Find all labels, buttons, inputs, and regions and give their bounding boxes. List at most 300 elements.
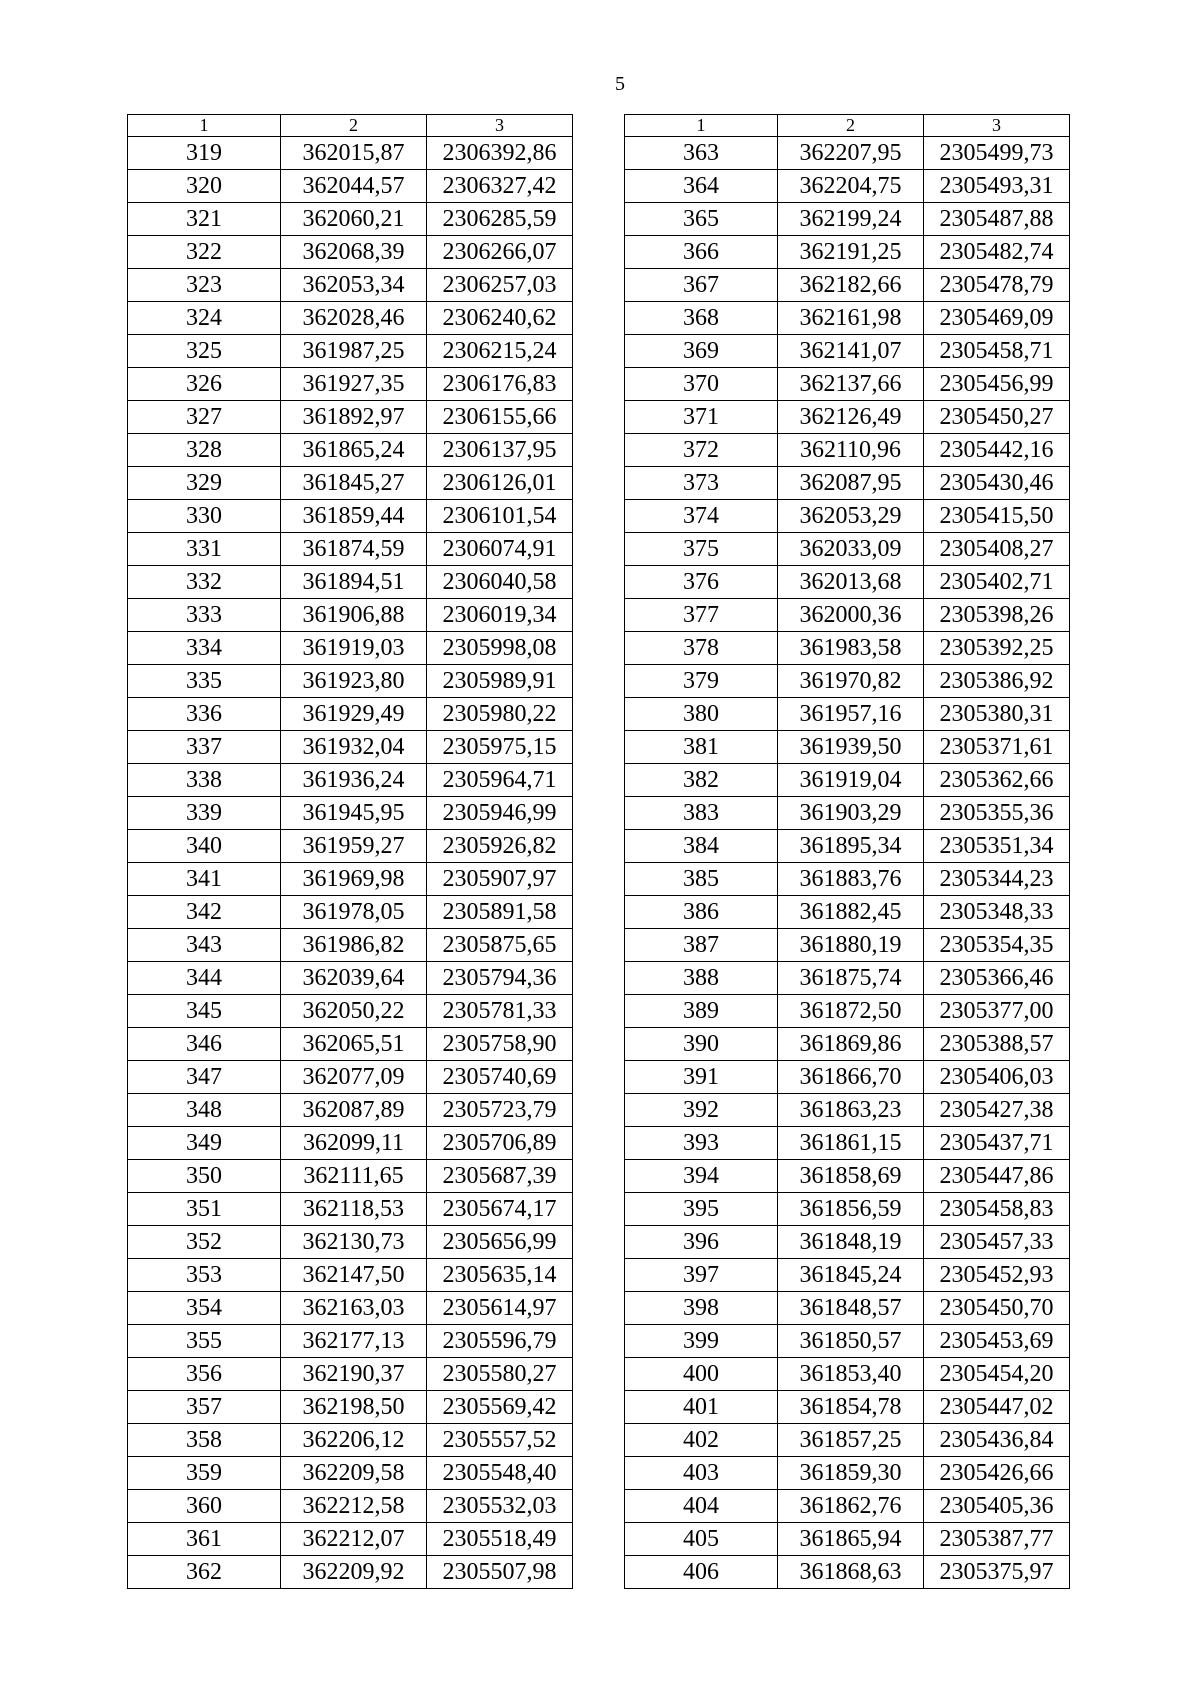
point-number-cell: 386 [625, 896, 778, 929]
x-coordinate-cell: 362111,65 [281, 1160, 427, 1193]
y-coordinate-cell: 2305377,00 [924, 995, 1070, 1028]
y-coordinate-cell: 2306040,58 [427, 566, 573, 599]
x-coordinate-cell: 361883,76 [778, 863, 924, 896]
y-coordinate-cell: 2306240,62 [427, 302, 573, 335]
point-number-cell: 372 [625, 434, 778, 467]
y-coordinate-cell: 2305596,79 [427, 1325, 573, 1358]
header-row [625, 115, 1070, 137]
y-coordinate-cell: 2305398,26 [924, 599, 1070, 632]
y-coordinate-cell: 2306074,91 [427, 533, 573, 566]
point-number-cell: 327 [128, 401, 281, 434]
x-coordinate-cell: 362191,25 [778, 236, 924, 269]
x-coordinate-cell: 362163,03 [281, 1292, 427, 1325]
x-coordinate-cell: 362044,57 [281, 170, 427, 203]
table-row [128, 896, 573, 929]
y-coordinate-cell: 2305427,38 [924, 1094, 1070, 1127]
x-coordinate-cell: 361927,35 [281, 368, 427, 401]
point-number-cell: 338 [128, 764, 281, 797]
x-coordinate-cell: 361919,03 [281, 632, 427, 665]
x-coordinate-cell: 361945,95 [281, 797, 427, 830]
x-coordinate-cell: 361863,23 [778, 1094, 924, 1127]
x-coordinate-cell: 361987,25 [281, 335, 427, 368]
table-row [128, 665, 573, 698]
table-row [625, 1325, 1070, 1358]
table-row [625, 731, 1070, 764]
table-row [128, 1127, 573, 1160]
point-number-cell: 394 [625, 1160, 778, 1193]
x-coordinate-cell: 361874,59 [281, 533, 427, 566]
table-row [625, 236, 1070, 269]
x-coordinate-cell: 361865,94 [778, 1523, 924, 1556]
table-row [625, 995, 1070, 1028]
point-number-cell: 319 [128, 137, 281, 170]
page-number: 5 [615, 73, 625, 95]
y-coordinate-cell: 2305580,27 [427, 1358, 573, 1391]
x-coordinate-cell: 361875,74 [778, 962, 924, 995]
x-coordinate-cell: 362028,46 [281, 302, 427, 335]
point-number-cell: 350 [128, 1160, 281, 1193]
y-coordinate-cell: 2305493,31 [924, 170, 1070, 203]
x-coordinate-cell: 361957,16 [778, 698, 924, 731]
x-coordinate-cell: 361868,63 [778, 1556, 924, 1589]
x-coordinate-cell: 361848,57 [778, 1292, 924, 1325]
point-number-cell: 371 [625, 401, 778, 434]
x-coordinate-cell: 362212,07 [281, 1523, 427, 1556]
x-coordinate-cell: 362206,12 [281, 1424, 427, 1457]
point-number-cell: 383 [625, 797, 778, 830]
point-number-cell: 337 [128, 731, 281, 764]
table-row [128, 302, 573, 335]
x-coordinate-cell: 361862,76 [778, 1490, 924, 1523]
point-number-cell: 348 [128, 1094, 281, 1127]
y-coordinate-cell: 2305371,61 [924, 731, 1070, 764]
table-row [128, 269, 573, 302]
x-coordinate-cell: 362077,09 [281, 1061, 427, 1094]
point-number-cell: 340 [128, 830, 281, 863]
y-coordinate-cell: 2305706,89 [427, 1127, 573, 1160]
y-coordinate-cell: 2305355,36 [924, 797, 1070, 830]
x-coordinate-cell: 362068,39 [281, 236, 427, 269]
y-coordinate-cell: 2306266,07 [427, 236, 573, 269]
point-number-cell: 326 [128, 368, 281, 401]
table-row [625, 764, 1070, 797]
table-row [625, 1028, 1070, 1061]
point-number-cell: 395 [625, 1193, 778, 1226]
point-number-cell: 324 [128, 302, 281, 335]
x-coordinate-cell: 361850,57 [778, 1325, 924, 1358]
point-number-cell: 374 [625, 500, 778, 533]
point-number-cell: 357 [128, 1391, 281, 1424]
table-row [625, 1061, 1070, 1094]
y-coordinate-cell: 2305415,50 [924, 500, 1070, 533]
point-number-cell: 370 [625, 368, 778, 401]
x-coordinate-cell: 362141,07 [778, 335, 924, 368]
x-coordinate-cell: 361857,25 [778, 1424, 924, 1457]
point-number-cell: 329 [128, 467, 281, 500]
x-coordinate-cell: 361882,45 [778, 896, 924, 929]
table-row [625, 203, 1070, 236]
y-coordinate-cell: 2305457,33 [924, 1226, 1070, 1259]
table-row [625, 1259, 1070, 1292]
table-row [625, 1490, 1070, 1523]
table-row [625, 137, 1070, 170]
table-row [128, 962, 573, 995]
point-number-cell: 336 [128, 698, 281, 731]
table-row [128, 1424, 573, 1457]
x-coordinate-cell: 362130,73 [281, 1226, 427, 1259]
x-coordinate-cell: 361919,04 [778, 764, 924, 797]
y-coordinate-cell: 2305758,90 [427, 1028, 573, 1061]
table-row [128, 533, 573, 566]
x-coordinate-cell: 361853,40 [778, 1358, 924, 1391]
y-coordinate-cell: 2305656,99 [427, 1226, 573, 1259]
point-number-cell: 397 [625, 1259, 778, 1292]
y-coordinate-cell: 2305402,71 [924, 566, 1070, 599]
table-row [128, 995, 573, 1028]
table-row [625, 962, 1070, 995]
point-number-cell: 362 [128, 1556, 281, 1589]
y-coordinate-cell: 2305964,71 [427, 764, 573, 797]
table-row [128, 1160, 573, 1193]
x-coordinate-cell: 362000,36 [778, 599, 924, 632]
y-coordinate-cell: 2305405,36 [924, 1490, 1070, 1523]
y-coordinate-cell: 2305723,79 [427, 1094, 573, 1127]
table-row [128, 863, 573, 896]
x-coordinate-cell: 361970,82 [778, 665, 924, 698]
point-number-cell: 406 [625, 1556, 778, 1589]
point-number-cell: 368 [625, 302, 778, 335]
x-coordinate-cell: 362137,66 [778, 368, 924, 401]
y-coordinate-cell: 2306327,42 [427, 170, 573, 203]
y-coordinate-cell: 2305380,31 [924, 698, 1070, 731]
point-number-cell: 347 [128, 1061, 281, 1094]
table-row [625, 1391, 1070, 1424]
y-coordinate-cell: 2305875,65 [427, 929, 573, 962]
x-coordinate-cell: 362190,37 [281, 1358, 427, 1391]
y-coordinate-cell: 2305408,27 [924, 533, 1070, 566]
y-coordinate-cell: 2305487,88 [924, 203, 1070, 236]
coordinates-table-left [127, 114, 573, 1589]
x-coordinate-cell: 361854,78 [778, 1391, 924, 1424]
y-coordinate-cell: 2305447,02 [924, 1391, 1070, 1424]
table-row [625, 269, 1070, 302]
y-coordinate-cell: 2305447,86 [924, 1160, 1070, 1193]
table-row [128, 1226, 573, 1259]
point-number-cell: 355 [128, 1325, 281, 1358]
y-coordinate-cell: 2305458,71 [924, 335, 1070, 368]
x-coordinate-cell: 362161,98 [778, 302, 924, 335]
y-coordinate-cell: 2305518,49 [427, 1523, 573, 1556]
y-coordinate-cell: 2305507,98 [427, 1556, 573, 1589]
point-number-cell: 381 [625, 731, 778, 764]
y-coordinate-cell: 2305426,66 [924, 1457, 1070, 1490]
table-row [128, 1391, 573, 1424]
y-coordinate-cell: 2306137,95 [427, 434, 573, 467]
table-row [625, 1523, 1070, 1556]
x-coordinate-cell: 362182,66 [778, 269, 924, 302]
y-coordinate-cell: 2305375,97 [924, 1556, 1070, 1589]
x-coordinate-cell: 362053,29 [778, 500, 924, 533]
point-number-cell: 344 [128, 962, 281, 995]
point-number-cell: 380 [625, 698, 778, 731]
x-coordinate-cell: 361848,19 [778, 1226, 924, 1259]
table-row [128, 137, 573, 170]
point-number-cell: 332 [128, 566, 281, 599]
point-number-cell: 352 [128, 1226, 281, 1259]
y-coordinate-cell: 2305482,74 [924, 236, 1070, 269]
table-row [625, 797, 1070, 830]
y-coordinate-cell: 2305499,73 [924, 137, 1070, 170]
table-row [625, 1193, 1070, 1226]
table-row [128, 1490, 573, 1523]
x-coordinate-cell: 362060,21 [281, 203, 427, 236]
point-number-cell: 359 [128, 1457, 281, 1490]
y-coordinate-cell: 2305442,16 [924, 434, 1070, 467]
table-row [625, 1226, 1070, 1259]
table-row [128, 434, 573, 467]
x-coordinate-cell: 361859,44 [281, 500, 427, 533]
y-coordinate-cell: 2305387,77 [924, 1523, 1070, 1556]
x-coordinate-cell: 362209,58 [281, 1457, 427, 1490]
x-coordinate-cell: 362118,53 [281, 1193, 427, 1226]
point-number-cell: 396 [625, 1226, 778, 1259]
table-body [625, 137, 1070, 1589]
y-coordinate-cell: 2305456,99 [924, 368, 1070, 401]
point-number-cell: 322 [128, 236, 281, 269]
x-coordinate-cell: 362177,13 [281, 1325, 427, 1358]
x-coordinate-cell: 361845,27 [281, 467, 427, 500]
y-coordinate-cell: 2305388,57 [924, 1028, 1070, 1061]
point-number-cell: 378 [625, 632, 778, 665]
x-coordinate-cell: 361856,59 [778, 1193, 924, 1226]
x-coordinate-cell: 362209,92 [281, 1556, 427, 1589]
table-row [625, 170, 1070, 203]
x-coordinate-cell: 361845,24 [778, 1259, 924, 1292]
point-number-cell: 388 [625, 962, 778, 995]
y-coordinate-cell: 2306019,34 [427, 599, 573, 632]
y-coordinate-cell: 2305614,97 [427, 1292, 573, 1325]
table-row [625, 599, 1070, 632]
point-number-cell: 325 [128, 335, 281, 368]
x-coordinate-cell: 361861,15 [778, 1127, 924, 1160]
x-coordinate-cell: 362015,87 [281, 137, 427, 170]
y-coordinate-cell: 2305354,35 [924, 929, 1070, 962]
point-number-cell: 379 [625, 665, 778, 698]
table-row [128, 1457, 573, 1490]
table-row [128, 1325, 573, 1358]
x-coordinate-cell: 362110,96 [778, 434, 924, 467]
point-number-cell: 342 [128, 896, 281, 929]
y-coordinate-cell: 2305989,91 [427, 665, 573, 698]
y-coordinate-cell: 2305635,14 [427, 1259, 573, 1292]
table-row [625, 533, 1070, 566]
y-coordinate-cell: 2305430,46 [924, 467, 1070, 500]
point-number-cell: 375 [625, 533, 778, 566]
y-coordinate-cell: 2305569,42 [427, 1391, 573, 1424]
column-header-3: 3 [427, 115, 573, 137]
x-coordinate-cell: 361969,98 [281, 863, 427, 896]
x-coordinate-cell: 361895,34 [778, 830, 924, 863]
x-coordinate-cell: 362087,89 [281, 1094, 427, 1127]
column-header-2: 2 [281, 115, 427, 137]
point-number-cell: 349 [128, 1127, 281, 1160]
y-coordinate-cell: 2305687,39 [427, 1160, 573, 1193]
table-row [625, 665, 1070, 698]
table-row [128, 203, 573, 236]
point-number-cell: 351 [128, 1193, 281, 1226]
x-coordinate-cell: 362207,95 [778, 137, 924, 170]
point-number-cell: 330 [128, 500, 281, 533]
point-number-cell: 367 [625, 269, 778, 302]
x-coordinate-cell: 361894,51 [281, 566, 427, 599]
y-coordinate-cell: 2305891,58 [427, 896, 573, 929]
column-header-3: 3 [924, 115, 1070, 137]
table-row [128, 599, 573, 632]
table-row [625, 896, 1070, 929]
y-coordinate-cell: 2305998,08 [427, 632, 573, 665]
point-number-cell: 393 [625, 1127, 778, 1160]
x-coordinate-cell: 361939,50 [778, 731, 924, 764]
y-coordinate-cell: 2306126,01 [427, 467, 573, 500]
point-number-cell: 360 [128, 1490, 281, 1523]
y-coordinate-cell: 2305436,84 [924, 1424, 1070, 1457]
table-row [625, 1358, 1070, 1391]
table-row [625, 434, 1070, 467]
point-number-cell: 345 [128, 995, 281, 1028]
x-coordinate-cell: 361983,58 [778, 632, 924, 665]
table-row [625, 1160, 1070, 1193]
point-number-cell: 321 [128, 203, 281, 236]
table-row [128, 1028, 573, 1061]
column-header-1: 1 [128, 115, 281, 137]
point-number-cell: 392 [625, 1094, 778, 1127]
point-number-cell: 335 [128, 665, 281, 698]
y-coordinate-cell: 2305458,83 [924, 1193, 1070, 1226]
table-row [128, 500, 573, 533]
table-row [625, 1094, 1070, 1127]
point-number-cell: 373 [625, 467, 778, 500]
y-coordinate-cell: 2305450,70 [924, 1292, 1070, 1325]
point-number-cell: 400 [625, 1358, 778, 1391]
x-coordinate-cell: 362099,11 [281, 1127, 427, 1160]
y-coordinate-cell: 2305366,46 [924, 962, 1070, 995]
table-body [128, 137, 573, 1589]
point-number-cell: 339 [128, 797, 281, 830]
y-coordinate-cell: 2305406,03 [924, 1061, 1070, 1094]
x-coordinate-cell: 361986,82 [281, 929, 427, 962]
table-row [128, 731, 573, 764]
header-row [128, 115, 573, 137]
y-coordinate-cell: 2305453,69 [924, 1325, 1070, 1358]
x-coordinate-cell: 362050,22 [281, 995, 427, 1028]
table-row [625, 698, 1070, 731]
x-coordinate-cell: 362198,50 [281, 1391, 427, 1424]
x-coordinate-cell: 362126,49 [778, 401, 924, 434]
table-row [128, 797, 573, 830]
y-coordinate-cell: 2305450,27 [924, 401, 1070, 434]
x-coordinate-cell: 361906,88 [281, 599, 427, 632]
point-number-cell: 382 [625, 764, 778, 797]
table-row [625, 863, 1070, 896]
table-row [128, 236, 573, 269]
point-number-cell: 334 [128, 632, 281, 665]
point-number-cell: 384 [625, 830, 778, 863]
point-number-cell: 405 [625, 1523, 778, 1556]
table-row [128, 566, 573, 599]
point-number-cell: 323 [128, 269, 281, 302]
y-coordinate-cell: 2306215,24 [427, 335, 573, 368]
point-number-cell: 398 [625, 1292, 778, 1325]
x-coordinate-cell: 362199,24 [778, 203, 924, 236]
y-coordinate-cell: 2305740,69 [427, 1061, 573, 1094]
x-coordinate-cell: 361959,27 [281, 830, 427, 863]
table-row [128, 170, 573, 203]
table-row [128, 764, 573, 797]
table-row [625, 1424, 1070, 1457]
point-number-cell: 346 [128, 1028, 281, 1061]
table-row [625, 566, 1070, 599]
table-row [625, 368, 1070, 401]
y-coordinate-cell: 2305674,17 [427, 1193, 573, 1226]
x-coordinate-cell: 361866,70 [778, 1061, 924, 1094]
x-coordinate-cell: 361892,97 [281, 401, 427, 434]
y-coordinate-cell: 2305926,82 [427, 830, 573, 863]
table-row [128, 1193, 573, 1226]
column-header-1: 1 [625, 115, 778, 137]
table-row [625, 1556, 1070, 1589]
y-coordinate-cell: 2305794,36 [427, 962, 573, 995]
y-coordinate-cell: 2305454,20 [924, 1358, 1070, 1391]
point-number-cell: 401 [625, 1391, 778, 1424]
point-number-cell: 328 [128, 434, 281, 467]
coordinates-table-right [624, 114, 1070, 1589]
y-coordinate-cell: 2306101,54 [427, 500, 573, 533]
y-coordinate-cell: 2305344,23 [924, 863, 1070, 896]
point-number-cell: 399 [625, 1325, 778, 1358]
point-number-cell: 358 [128, 1424, 281, 1457]
point-number-cell: 356 [128, 1358, 281, 1391]
x-coordinate-cell: 361865,24 [281, 434, 427, 467]
x-coordinate-cell: 362033,09 [778, 533, 924, 566]
x-coordinate-cell: 362053,34 [281, 269, 427, 302]
table-row [128, 1259, 573, 1292]
point-number-cell: 376 [625, 566, 778, 599]
point-number-cell: 404 [625, 1490, 778, 1523]
y-coordinate-cell: 2305946,99 [427, 797, 573, 830]
y-coordinate-cell: 2306285,59 [427, 203, 573, 236]
table-row [128, 1094, 573, 1127]
table-row [128, 1523, 573, 1556]
point-number-cell: 390 [625, 1028, 778, 1061]
point-number-cell: 365 [625, 203, 778, 236]
x-coordinate-cell: 362013,68 [778, 566, 924, 599]
y-coordinate-cell: 2305351,34 [924, 830, 1070, 863]
x-coordinate-cell: 362039,64 [281, 962, 427, 995]
point-number-cell: 353 [128, 1259, 281, 1292]
point-number-cell: 402 [625, 1424, 778, 1457]
x-coordinate-cell: 362147,50 [281, 1259, 427, 1292]
point-number-cell: 366 [625, 236, 778, 269]
x-coordinate-cell: 361880,19 [778, 929, 924, 962]
point-number-cell: 385 [625, 863, 778, 896]
point-number-cell: 403 [625, 1457, 778, 1490]
y-coordinate-cell: 2305452,93 [924, 1259, 1070, 1292]
y-coordinate-cell: 2305392,25 [924, 632, 1070, 665]
point-number-cell: 389 [625, 995, 778, 1028]
point-number-cell: 331 [128, 533, 281, 566]
table-row [128, 1358, 573, 1391]
column-header-2: 2 [778, 115, 924, 137]
